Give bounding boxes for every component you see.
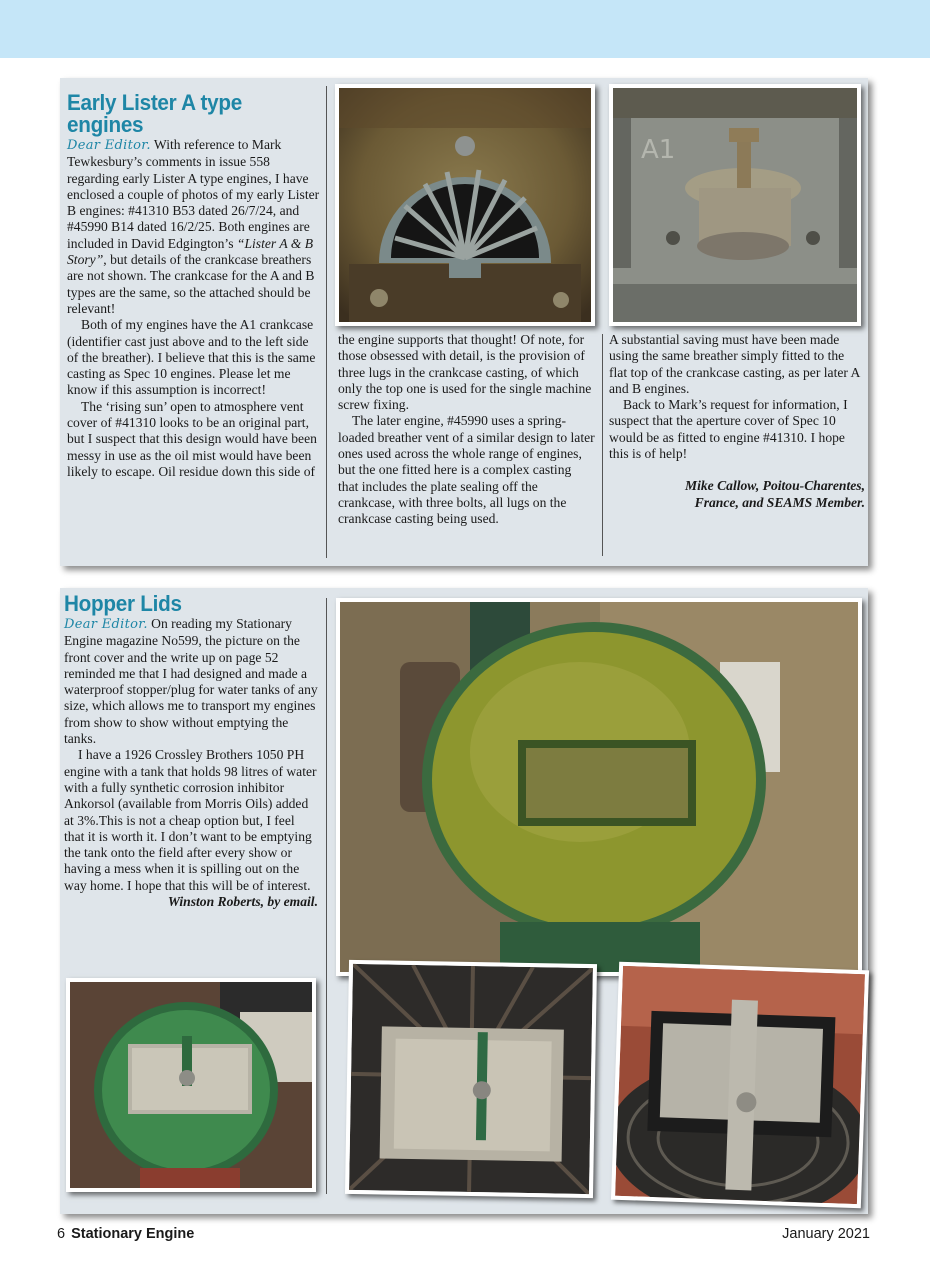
letter1-column-2: [338, 332, 595, 528]
column-divider: [326, 86, 327, 558]
issue-date: January 2021: [782, 1226, 870, 1242]
book-title: “Lister A & B Story”: [67, 235, 314, 268]
letter1-paragraph-3: The ‘rising sun’ open to atmosphere vent cover of #41310 looks to be an original part, but I suspect that this design would have been messy in use as the oil mist would have been likely to escape. Oil residue down this side of: [67, 398, 317, 479]
letter-panel-lister: [60, 78, 868, 566]
letter1-title: Early Lister A type engines: [67, 90, 243, 137]
letter1-column-3: [609, 332, 865, 511]
photo-hopper-lid-on-engine: [336, 598, 862, 976]
letter1-paragraph-6: A substantial saving must have been made using the same breather simply fitted to the flat top of the crankcase casting, as per later A and B engines.: [609, 332, 860, 396]
letter2-column-1: [64, 593, 318, 910]
footer-left: [57, 1226, 194, 1242]
letter1-paragraph-4: the engine supports that thought! Of note, for those obsessed with detail, is the provision of three lugs in the crankcase casting, of which only the top one is used for the single machine screw fixing.: [338, 332, 592, 413]
letter2-salutation: Dear Editor.: [64, 617, 148, 632]
a1-casting-mark: A1: [641, 135, 676, 165]
letter1-paragraph-7: Back to Mark’s request for information, I suspect that the aperture cover of Spec 10 would be as fitted to engine #41310. I hope this is of help!: [609, 397, 848, 462]
column-divider: [602, 334, 603, 556]
letter-panel-hopper-lids: [60, 588, 868, 1214]
photo-spring-breather-a1-casting: [609, 84, 861, 326]
photo-rising-sun-breather: [335, 84, 595, 326]
photo-lid-upright-grate: [611, 962, 869, 1209]
photo-lid-on-tank-small: [66, 978, 316, 1192]
top-color-band: [0, 0, 930, 58]
column-divider: [326, 598, 327, 1194]
photo-lid-detail-grate: [345, 960, 597, 1198]
letter1-column-1: [67, 92, 321, 480]
page-number: 6: [57, 1226, 66, 1242]
letter1-paragraph-1: Dear Editor. With reference to Mark Tewkesbury’s comments in issue 558 regarding early Lister A type engines, I have enclosed a couple of photos of my early Lister B engines: #41310 B53 dated 26/7/24, and #45990 B14 dated 16/2/25. Both engines are included in David Edgington’s “Lister A & B Story”, but details of the crankcase breathers are not shown. The crankcase for the A and B types are the same, so the attached should be relevant!: [67, 137, 320, 316]
letter2-paragraph-1: Dear Editor. On reading my Stationary Engine magazine No599, the picture on the front cover and the write up on page 52 reminded me that I had designed and made a waterproof stopper/plug for water tanks of any size, which allows me to transport my engines from show to show without emptying the tanks.: [64, 616, 318, 747]
letter2-title: Hopper Lids: [64, 591, 182, 616]
magazine-name: Stationary Engine: [71, 1226, 195, 1242]
letter2-signature: Winston Roberts, by email.: [167, 894, 318, 910]
letter1-salutation: Dear Editor.: [67, 138, 151, 153]
letter1-signature-line-1: Mike Callow, Poitou-Charentes,: [684, 478, 865, 494]
letter1-paragraph-5: The later engine, #45990 uses a spring-loaded breather vent of a similar design to later ones used across the whole range of engines, but the one fitted here is a complex casting that includes the plate sealing off the crankcase, with three bolts, all lugs on the crankcase casting being used.: [338, 413, 595, 527]
letter1-signature-line-2: France, and SEAMS Member.: [694, 494, 865, 510]
letter2-paragraph-2: I have a 1926 Crossley Brothers 1050 PH engine with a tank that holds 98 litres of water with a fully synthetic corrosion inhibitor Ankorsol (available from Morris Oils) added at 3%.This is not a cheap option but, I feel that it is worth it. I don’t want to be emptying the tank onto the field after every show or having a mess when it is spilling out on the way home. I hope that this will be of interest.: [64, 747, 317, 893]
letter1-paragraph-2: Both of my engines have the A1 crankcase (identifier cast just above and to the left side of the breather). I believe that this is the same casting as Spec 10 engines. Please let me know if this assumption is incorrect!: [67, 317, 316, 398]
